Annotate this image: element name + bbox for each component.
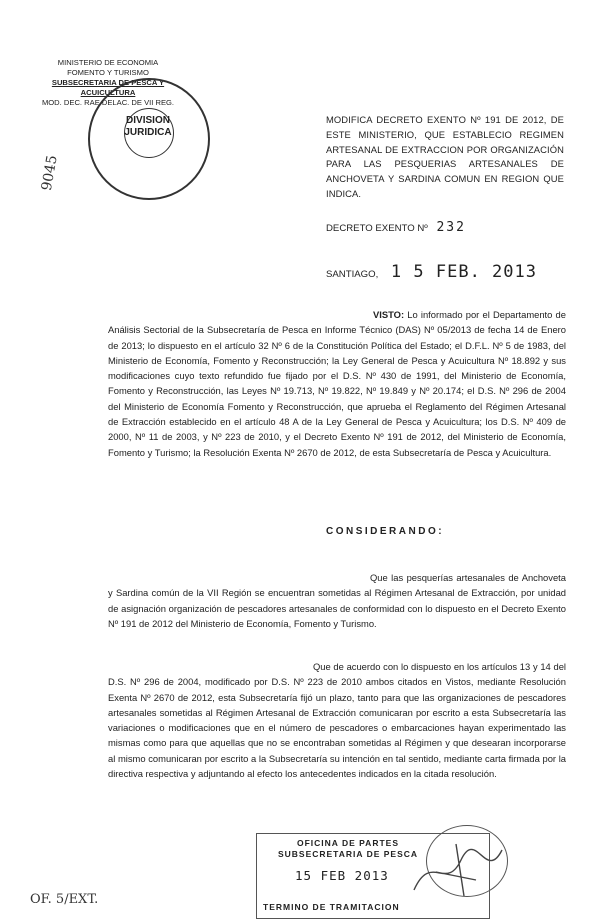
considerando-paragraph-2: Que de acuerdo con lo dispuesto en los artículos 13 y 14 del D.S. Nº 296 de 2004, modificado por D.S. Nº 223 de 2010 ambos citados en Vistos, mediante Resolución Exenta Nº 2670 de 2012, esta Subsecretaría fijó un plazo, tanto para que las organizaciones de pescadores artesanales sometidas al Régimen Artesanal de Extracción comunicaran por escrito a esta Subsecretaría las variaciones o modificaciones que en el número de pescadores o embarcaciones hayan experimentado las mismas como para que aquellas que no se encontraban sometidas al Régimen y que desearan incorporarse al mismo comunicaran por escrito a la Subsecretaría su intención en tal sentido, mediante carta firmada por la directiva respectiva y adjuntando al efecto los antecedentes indicados en la citada resolución. [108, 661, 566, 780]
decree-number: 232 [436, 220, 466, 235]
division-juridica-stamp [88, 78, 210, 200]
visto-lead: VISTO: [373, 309, 405, 320]
header-line-4: MOD. DEC. RAE DELAC. DE VII REG. [41, 98, 175, 107]
header-line-3: SUBSECRETARIA DE PESCA Y ACUICULTURA [51, 78, 165, 97]
stamp-division-line2: JURIDICA [124, 127, 172, 138]
considerando-heading: CONSIDERANDO: [326, 526, 445, 537]
date-line [326, 262, 537, 282]
visto-paragraph [108, 307, 566, 460]
header-line-2: FOMENTO Y TURISMO [67, 68, 149, 77]
stamp-partes-line2: SUBSECRETARIA DE PESCA [277, 849, 419, 859]
decree-label: DECRETO EXENTO Nº [326, 223, 428, 234]
signature-scribble [406, 832, 516, 907]
handwritten-reference: OF. 5/EXT. [30, 892, 99, 907]
santiago-label: SANTIAGO, [326, 269, 379, 280]
header-line-1: MINISTERIO DE ECONOMIA [57, 58, 159, 67]
considerando-paragraph-1: Que las pesquerías artesanales de Anchoveta y Sardina común de la VII Región se encuentran sometidas al Régimen Artesanal de Extracción, por unidad de asignación organización de pescadores artesanales de conformidad con lo dispuesto en el Decreto Exento Nº 191 de 2012 del Ministerio de Economía, Fomento y Turismo. [108, 572, 566, 629]
visto-text: Lo informado por el Departamento de Análisis Sectorial de la Subsecretaría de Pesca en Informe Técnico (DAS) Nº 05/2013 de fecha 14 de Enero de 2013; lo dispuesto en el artículo 32 Nº 6 de la Constitución Política del Estado; el D.F.L. Nº 5 de 1983, del Ministerio de Economía, Fomento y Reconstrucción; la Ley General de Pesca y Acuicultura Nº 18.892 y sus modificaciones cuyo texto refundido fue fijado por el D.S. Nº 430 de 1991, del Ministerio de Economía, Fomento y Reconstrucción, las Leyes Nº 19.713, Nº 19.822, Nº 19.849 y Nº 20.174; el D.S. Nº 296 de 2004 del Ministerio de Economía Fomento y Reconstrucción, que aprueba el Reglamento del Régimen Artesanal de Extracción establecido en el artículo 48 A de la Ley General de Pesca y Acuicultura; los D.S. Nº 409 de 2000, Nº 11 de 2003, y Nº 223 de 2010, y el Decreto Exento Nº 191 de 2012, del Ministerio de Economía, Fomento y Turismo; la Resolución Exenta Nº 2670 de 2012, de esta Subsecretaría de Pesca y Acuicultura. [108, 309, 566, 458]
stamp-partes-date: 15 FEB 2013 [295, 868, 389, 883]
stamp-division-line1: DIVISION [126, 115, 170, 126]
stamp-division-text [116, 115, 180, 139]
decree-date: 1 5 FEB. 2013 [390, 262, 537, 282]
handwritten-side-number: 9045 [38, 154, 61, 192]
stamp-partes-line1: OFICINA DE PARTES [296, 838, 399, 848]
stamp-partes-footer: TERMINO DE TRAMITACION [263, 902, 400, 912]
decree-number-line [326, 220, 466, 235]
decree-title: MODIFICA DECRETO EXENTO Nº 191 DE 2012, DE ESTE MINISTERIO, QUE ESTABLECIO REGIMEN ARTESANAL DE EXTRACCION POR ORGANIZACIÓN PARA LAS PESQUERIAS ARTESANALES DE ANCHOVETA Y SARDINA COMUN EN REGION QUE INDICA. [326, 114, 564, 199]
